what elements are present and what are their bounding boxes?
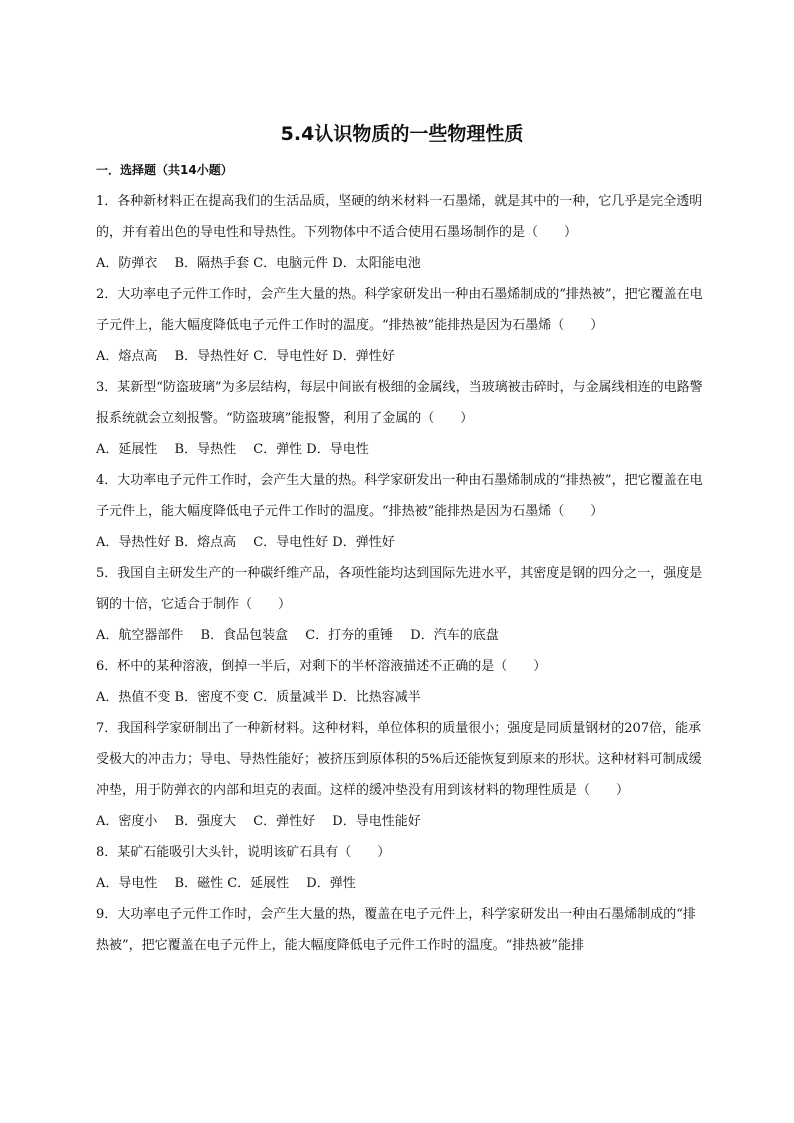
question-8 [96, 837, 708, 899]
question-options: A．熔点高 B．导热性好 C．导电性好 D．弹性好 [96, 349, 395, 364]
question-options: A．热值不变 B．密度不变 C．质量减半 D．比热容减半 [96, 690, 421, 705]
question-stem: 6．杯中的某种溶液，倒掉一半后，对剩下的半杯溶液描述不正确的是（ ） [96, 659, 547, 674]
section-heading: 一．选择题（共14小题） [96, 163, 233, 177]
question-options: A．航空器部件 B．食品包装盒 C．打夯的重锤 D．汽车的底盘 [96, 628, 499, 643]
question-stem: 2．大功率电子元件工作时，会产生大量的热。科学家研发出一种由石墨烯制成的“排热被”，把它覆盖在电子元件上，能大幅度降低电子元件工作时的温度。“排热被”能排热是因为石墨烯（ ） [96, 287, 703, 333]
question-stem: 4．大功率电子元件工作时，会产生大量的热。科学家研发出一种由石墨烯制成的“排热被”，把它覆盖在电子元件上，能大幅度降低电子元件工作时的温度。“排热被”能排热是因为石墨烯（ ） [96, 473, 703, 519]
question-options: A．导热性好 B．熔点高 C．导电性好 D．弹性好 [96, 535, 395, 550]
question-stem: 7．我国科学家研制出了一种新材料。这种材料，单位体积的质量很小；强度是同质量钢材的207倍，能承受极大的冲击力；导电、导热性能好；被挤压到原体积的5%后还能恢复到原来的形状。这种材料可制成缓冲垫，用于防弹衣的内部和坦克的表面。这样的缓冲垫没有用到该材料的物理性质是（ ） [96, 721, 702, 798]
question-2 [96, 279, 708, 372]
question-options: A．密度小 B．强度大 C．弹性好 D．导电性能好 [96, 814, 421, 829]
question-stem: 3．某新型“防盗玻璃”为多层结构，每层中间嵌有极细的金属线，当玻璃被击碎时，与金属线相连的电路警报系统就会立刻报警。“防盗玻璃”能报警，利用了金属的（ ） [96, 380, 703, 426]
question-6 [96, 651, 708, 713]
question-1 [96, 186, 708, 279]
question-4 [96, 465, 708, 558]
question-5 [96, 558, 708, 651]
question-options: A．延展性 B．导热性 C．弹性 D．导电性 [96, 442, 369, 457]
question-stem: 5．我国自主研发生产的一种碳纤维产品，各项性能均达到国际先进水平，其密度是钢的四分之一，强度是钢的十倍，它适合于制作（ ） [96, 566, 703, 612]
document-title: 5.4认识物质的一些物理性质 [280, 123, 524, 145]
question-stem: 1．各种新材料正在提高我们的生活品质，坚硬的纳米材料一石墨烯，就是其中的一种，它几乎是完全透明的，并有着出色的导电性和导热性。下列物体中不适合使用石墨场制作的是（ ） [96, 194, 703, 240]
question-3 [96, 372, 708, 465]
question-9 [96, 899, 708, 961]
question-stem: 9．大功率电子元件工作时，会产生大量的热，覆盖在电子元件上，科学家研发出一种由石墨烯制成的“排热被”，把它覆盖在电子元件上，能大幅度降低电子元件工作时的温度。“排热被”能排 [96, 907, 696, 953]
question-stem: 8．某矿石能吸引大头针，说明该矿石具有（ ） [96, 845, 391, 860]
question-options: A．防弹衣 B．隔热手套 C．电脑元件 D．太阳能电池 [96, 256, 421, 271]
question-7 [96, 713, 708, 837]
question-options: A．导电性 B．磁性 C．延展性 D．弹性 [96, 876, 356, 891]
